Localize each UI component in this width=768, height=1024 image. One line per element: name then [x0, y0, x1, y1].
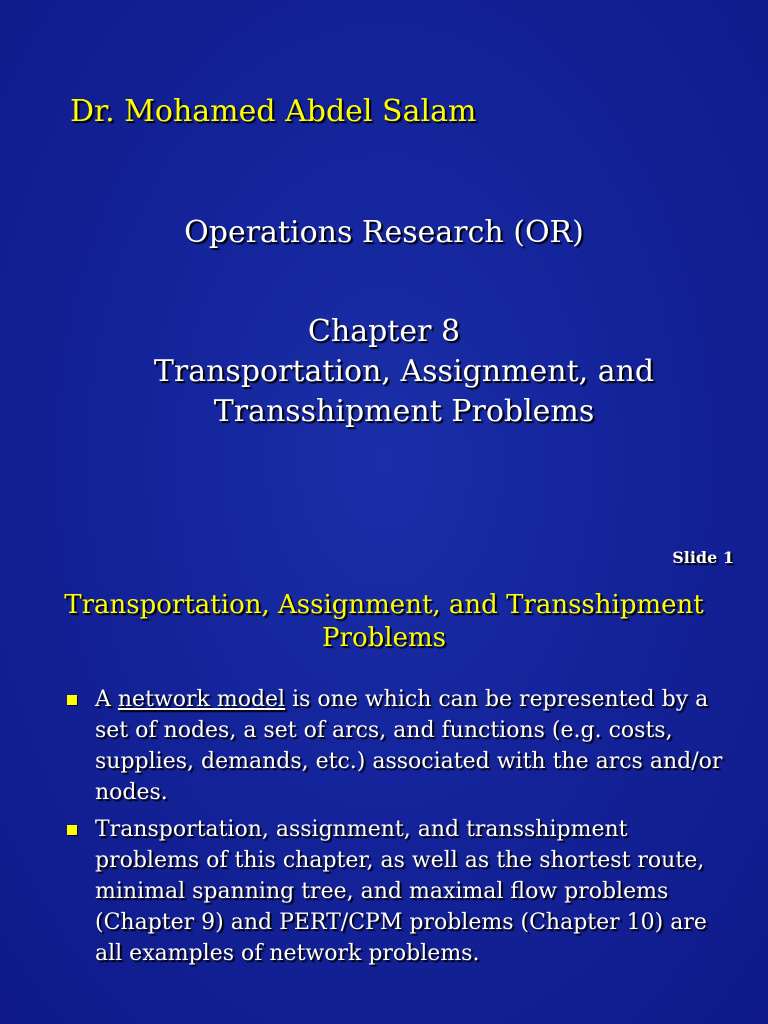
author-name: Dr. Mohamed Abdel Salam — [70, 94, 477, 129]
course-title: Operations Research (OR) — [184, 215, 584, 250]
network-model-term: network model — [117, 687, 286, 712]
bullet-prefix: A — [95, 687, 118, 712]
bullet-item — [64, 814, 724, 969]
slide-number: Slide 1 — [672, 548, 734, 567]
bullet-list — [64, 684, 724, 975]
bullet-text: Transportation, assignment, and transshipment problems of this chapter, as well as the shortest route, minimal spanning tree, and maximal flow problems (Chapter 9) and PERT/CPM problems (Chapter 10) are all examples of network problems. — [95, 817, 707, 966]
bullet-text: is one which can be represented by a set of nodes, a set of arcs, and functions (e.g. costs, supplies, demands, etc.) associated with the arcs and/or nodes. — [95, 687, 723, 805]
square-bullet-icon — [67, 695, 77, 705]
bullet-item — [64, 684, 724, 808]
square-bullet-icon — [67, 825, 77, 835]
chapter-title: Transportation, Assignment, and Transshipment Problems — [153, 354, 655, 429]
chapter-heading — [0, 312, 768, 432]
chapter-number: Chapter 8 — [307, 314, 461, 349]
slide-title: Transportation, Assignment, and Transshipment Problems — [64, 590, 704, 653]
